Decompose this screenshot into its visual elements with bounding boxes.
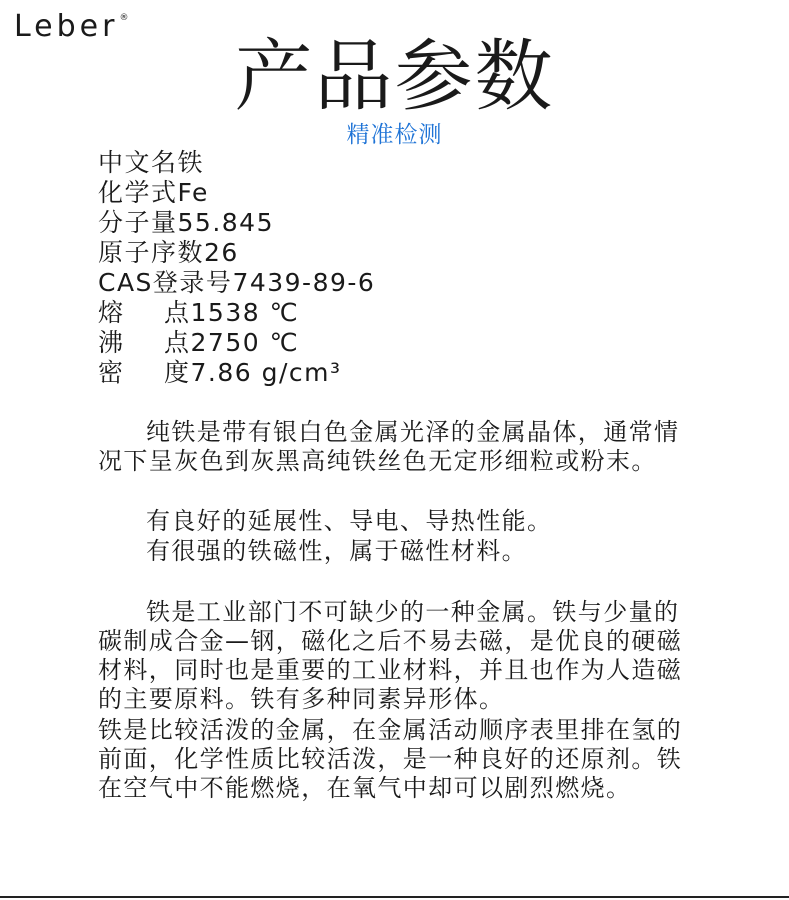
paragraph-industrial-use: 铁是工业部门不可缺少的一种金属。铁与少量的碳制成合金—钢，磁化之后不易去磁，是优良的硬磁材料，同时也是重要的工业材料，并且也作为人造磁的主要原料。铁有多种同素异形体。 [98, 598, 683, 713]
spec-label: 原子序数 [98, 238, 205, 267]
spec-label-second: 点 [164, 298, 191, 327]
spec-row-boiling-point [98, 328, 375, 358]
spec-label-first: 密 [98, 358, 125, 387]
spec-list [98, 148, 375, 388]
spec-row-chinese-name [98, 148, 375, 178]
bottom-divider [0, 896, 789, 898]
spec-value: 2750 ℃ [190, 328, 300, 357]
spec-value: 55.845 [177, 208, 274, 237]
spec-label: 中文名 [98, 148, 178, 177]
spec-label-second: 点 [164, 328, 191, 357]
spec-label: 分子量 [98, 208, 178, 237]
paragraph-magnetism: 有很强的铁磁性，属于磁性材料。 [146, 537, 527, 565]
spec-value: 26 [204, 238, 239, 267]
spec-label-first: 熔 [98, 298, 125, 327]
spec-row-formula [98, 178, 375, 208]
spec-row-cas-number [98, 268, 375, 298]
paragraph-ductility: 有良好的延展性、导电、导热性能。 [146, 507, 553, 535]
spec-value: 铁 [177, 148, 205, 177]
spec-row-density [98, 358, 375, 388]
spec-value: Fe [177, 178, 209, 207]
spec-label: 化学式 [98, 178, 178, 207]
spec-value: 1538 ℃ [190, 298, 300, 327]
brand-name: Leber [14, 9, 119, 44]
registered-mark: ® [119, 13, 129, 23]
paragraph-reactivity: 铁是比较活泼的金属，在金属活动顺序表里排在氢的前面，化学性质比较活泼，是一种良好的还原剂。铁在空气中不能燃烧，在氧气中却可以剧烈燃烧。 [98, 716, 683, 802]
spec-label: CAS登录号 [98, 268, 233, 297]
spec-value: 7439-89-6 [232, 268, 376, 297]
page-subtitle: 精准检测 [346, 122, 443, 148]
spec-row-molecular-weight [98, 208, 375, 238]
spec-value: 7.86 g/cm³ [190, 358, 342, 387]
spec-row-atomic-number [98, 238, 375, 268]
spec-label-second: 度 [164, 358, 191, 387]
paragraph-appearance: 纯铁是带有银白色金属光泽的金属晶体，通常情况下呈灰色到灰黑高纯铁丝色无定形细粒或粉末。 [98, 418, 680, 475]
spec-row-melting-point [98, 298, 375, 328]
spec-label-first: 沸 [98, 328, 125, 357]
page-title: 产品参数 [234, 32, 555, 122]
